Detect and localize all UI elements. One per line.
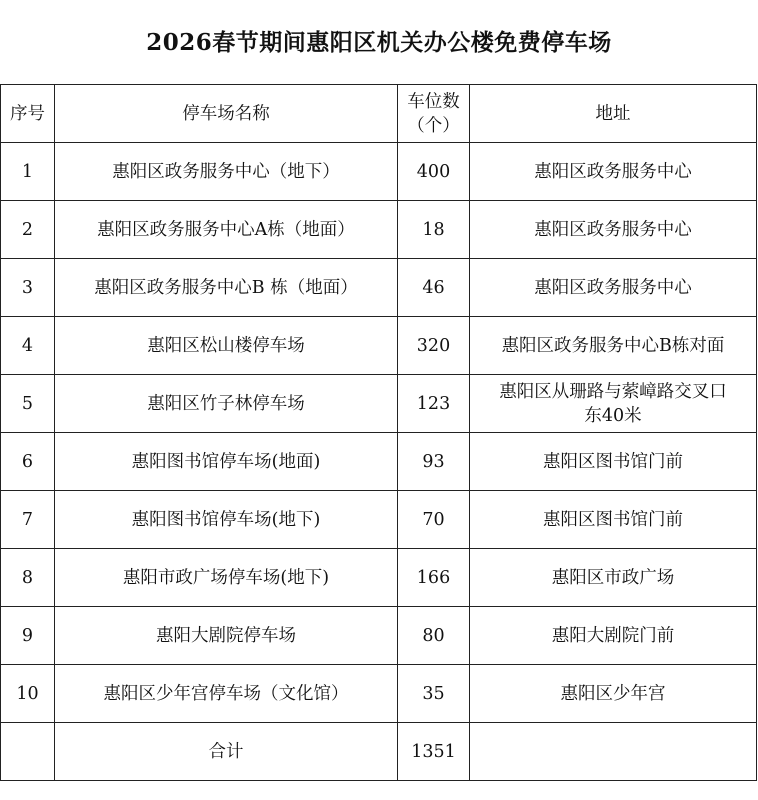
table-row xyxy=(1,259,757,317)
cell-spaces: 166 xyxy=(398,549,470,607)
header-address: 地址 xyxy=(470,85,757,143)
table-header-row xyxy=(1,85,757,143)
cell-spaces: 123 xyxy=(398,375,470,433)
cell-address: 惠阳区少年宫 xyxy=(470,665,757,723)
cell-address: 惠阳区政务服务中心 xyxy=(470,143,757,201)
cell-address: 惠阳大剧院门前 xyxy=(470,607,757,665)
cell-no: 2 xyxy=(1,201,55,259)
cell-spaces: 46 xyxy=(398,259,470,317)
header-spaces xyxy=(398,85,470,143)
total-address-cell xyxy=(470,723,757,781)
cell-address: 惠阳区政务服务中心 xyxy=(470,201,757,259)
cell-address: 惠阳区政务服务中心B栋对面 xyxy=(470,317,757,375)
cell-name: 惠阳区松山楼停车场 xyxy=(55,317,398,375)
header-name: 停车场名称 xyxy=(55,85,398,143)
table-row xyxy=(1,665,757,723)
cell-address: 惠阳区市政广场 xyxy=(470,549,757,607)
table-row xyxy=(1,607,757,665)
cell-name: 惠阳市政广场停车场(地下) xyxy=(55,549,398,607)
table-row xyxy=(1,375,757,433)
table-row xyxy=(1,143,757,201)
cell-no: 7 xyxy=(1,491,55,549)
cell-name: 惠阳区政务服务中心B 栋（地面） xyxy=(55,259,398,317)
cell-no: 1 xyxy=(1,143,55,201)
cell-spaces: 320 xyxy=(398,317,470,375)
cell-address xyxy=(470,375,757,433)
cell-no: 9 xyxy=(1,607,55,665)
total-row xyxy=(1,723,757,781)
header-no: 序号 xyxy=(1,85,55,143)
cell-spaces: 70 xyxy=(398,491,470,549)
total-no-cell xyxy=(1,723,55,781)
cell-address-line1: 惠阳区从珊路与萦嶂路交叉口 xyxy=(499,381,727,402)
cell-no: 10 xyxy=(1,665,55,723)
cell-name: 惠阳区政务服务中心A栋（地面） xyxy=(55,201,398,259)
cell-address: 惠阳区图书馆门前 xyxy=(470,491,757,549)
cell-no: 5 xyxy=(1,375,55,433)
total-spaces: 1351 xyxy=(398,723,470,781)
cell-no: 8 xyxy=(1,549,55,607)
header-spaces-line2: （个） xyxy=(407,115,460,136)
cell-name: 惠阳图书馆停车场(地下) xyxy=(55,491,398,549)
cell-spaces: 18 xyxy=(398,201,470,259)
page-title: 2026春节期间惠阳区机关办公楼免费停车场 xyxy=(146,29,612,56)
cell-name: 惠阳区政务服务中心（地下） xyxy=(55,143,398,201)
cell-no: 4 xyxy=(1,317,55,375)
table-row xyxy=(1,549,757,607)
table-row xyxy=(1,433,757,491)
cell-address: 惠阳区政务服务中心 xyxy=(470,259,757,317)
cell-spaces: 93 xyxy=(398,433,470,491)
cell-name: 惠阳大剧院停车场 xyxy=(55,607,398,665)
cell-address-line2: 东40米 xyxy=(584,405,642,426)
cell-spaces: 35 xyxy=(398,665,470,723)
cell-name: 惠阳区竹子林停车场 xyxy=(55,375,398,433)
cell-spaces: 80 xyxy=(398,607,470,665)
cell-name: 惠阳区少年宫停车场（文化馆） xyxy=(55,665,398,723)
header-spaces-line1: 车位数 xyxy=(407,91,460,112)
total-label: 合计 xyxy=(55,723,398,781)
cell-address: 惠阳区图书馆门前 xyxy=(470,433,757,491)
cell-name: 惠阳图书馆停车场(地面) xyxy=(55,433,398,491)
cell-no: 3 xyxy=(1,259,55,317)
cell-no: 6 xyxy=(1,433,55,491)
table-row xyxy=(1,201,757,259)
parking-table xyxy=(0,84,757,781)
table-row xyxy=(1,317,757,375)
table-row xyxy=(1,491,757,549)
cell-spaces: 400 xyxy=(398,143,470,201)
